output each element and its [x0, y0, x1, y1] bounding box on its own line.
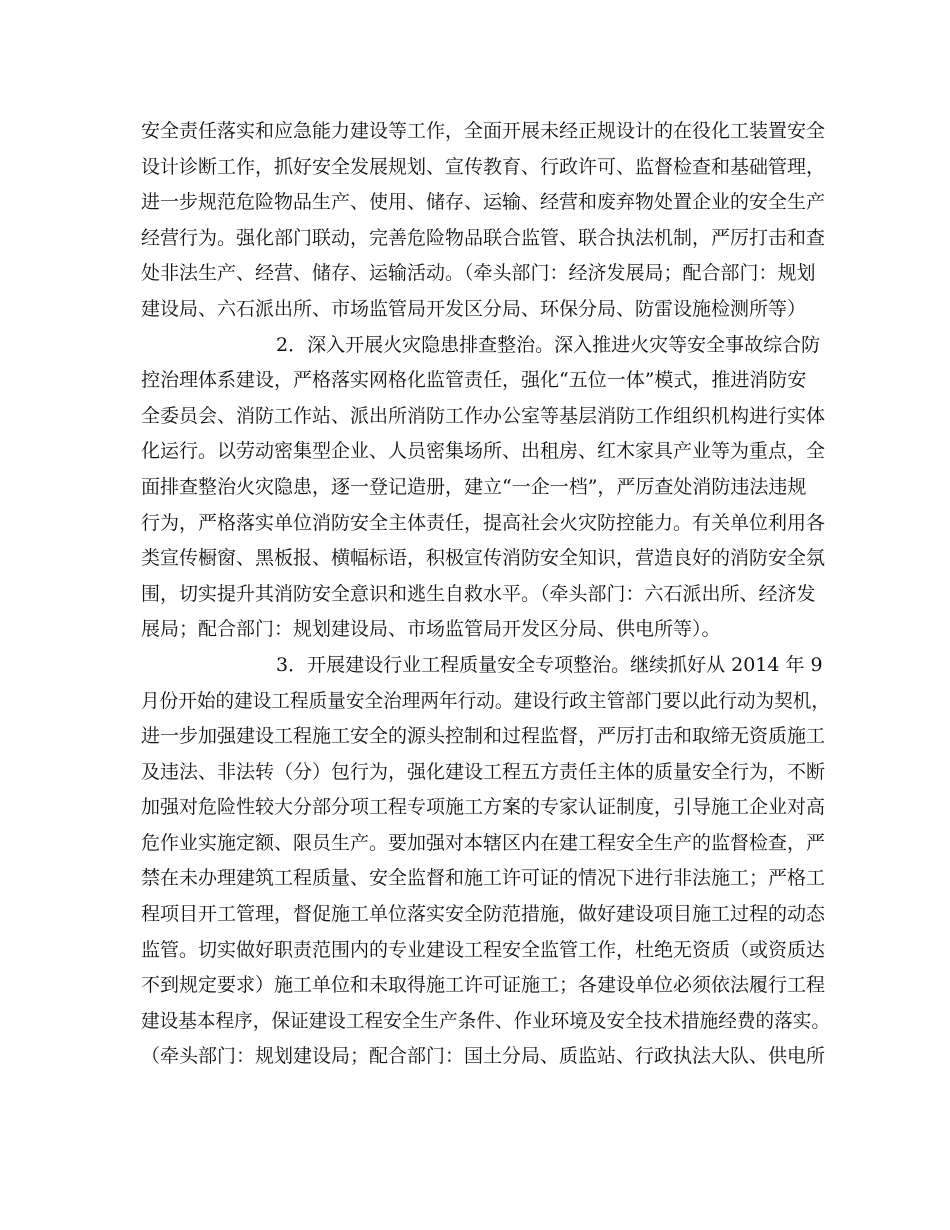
text-line: 全委员会、消防工作站、派出所消防工作办公室等基层消防工作组织机构进行实体	[141, 404, 826, 427]
text-line: 进一步规范危险物品生产、使用、储存、运输、经营和废弃物处置企业的安全生产	[141, 191, 826, 214]
text-line: 加强对危险性较大分部分项工程专项施工方案的专家认证制度，引导施工企业对高	[141, 796, 826, 819]
text-line: 经营行为。强化部门联动，完善危险物品联合监管、联合执法机制，严厉打击和查	[141, 226, 826, 249]
text-line: 监管。切实做好职责范围内的专业建设工程安全监管工作，杜绝无资质（或资质达	[141, 938, 826, 961]
text-line: 2．深入开展火灾隐患排查整治。深入推进火灾等安全事故综合防	[276, 333, 821, 356]
text-line: 不到规定要求）施工单位和未取得施工许可证施工；各建设单位必须依法履行工程	[141, 974, 826, 997]
text-line: 建设局、六石派出所、市场监管局开发区分局、环保分局、防雷设施检测所等）	[141, 297, 807, 320]
text-line: 建设基本程序，保证建设工程安全生产条件、作业环境及安全技术措施经费的落实。	[141, 1009, 831, 1032]
text-line: （牵头部门：规划建设局；配合部门：国土分局、质监站、行政执法大队、供电所	[141, 1045, 826, 1068]
text-line: 处非法生产、经营、储存、运输活动。（牵头部门：经济发展局；配合部门：规划	[141, 262, 816, 285]
text-line: 危作业实施定额、限员生产。要加强对本辖区内在建工程安全生产的监督检查，严	[141, 831, 826, 854]
text-line: 程项目开工管理，督促施工单位落实安全防范措施，做好建设项目施工过程的动态	[141, 903, 826, 926]
text-line: 类宣传橱窗、黑板报、横幅标语，积极宣传消防安全知识，营造良好的消防安全氛	[141, 547, 826, 570]
text-line: 进一步加强建设工程施工安全的源头控制和过程监督，严厉打击和取缔无资质施工	[141, 725, 826, 748]
text-line: 控治理体系建设，严格落实网格化监管责任，强化“五位一体”模式，推进消防安	[141, 369, 807, 392]
text-line: 设计诊断工作，抓好安全发展规划、宣传教育、行政许可、监督检查和基础管理，	[141, 155, 826, 178]
text-line: 面排查整治火灾隐患，逐一登记造册，建立“一企一档”，严厉查处消防违法违规	[141, 475, 807, 498]
text-line: 安全责任落实和应急能力建设等工作，全面开展未经正规设计的在役化工装置安全	[141, 120, 826, 142]
text-line: 月份开始的建设工程质量安全治理两年行动。建设行政主管部门要以此行动为契机，	[141, 689, 831, 712]
text-line: 展局；配合部门：规划建设局、市场监管局开发区分局、供电所等）。	[141, 618, 721, 641]
text-line: 行为，严格落实单位消防安全主体责任，提高社会火灾防控能力。有关单位利用各	[141, 511, 826, 534]
text-line: 围，切实提升其消防安全意识和逃生自救水平。（牵头部门：六石派出所、经济发	[141, 582, 816, 605]
text-line: 化运行。以劳动密集型企业、人员密集场所、出租房、红木家具产业等为重点，全	[141, 440, 826, 463]
text-line: 及违法、非法转（分）包行为，强化建设工程五方责任主体的质量安全行为，不断	[141, 760, 826, 783]
text-line: 禁在未办理建筑工程质量、安全监督和施工许可证的情况下进行非法施工；严格工	[141, 867, 826, 890]
text-line: 3．开展建设行业工程质量安全专项整治。继续抓好从 2014 年 9	[276, 653, 823, 676]
document-body	[141, 114, 831, 1075]
